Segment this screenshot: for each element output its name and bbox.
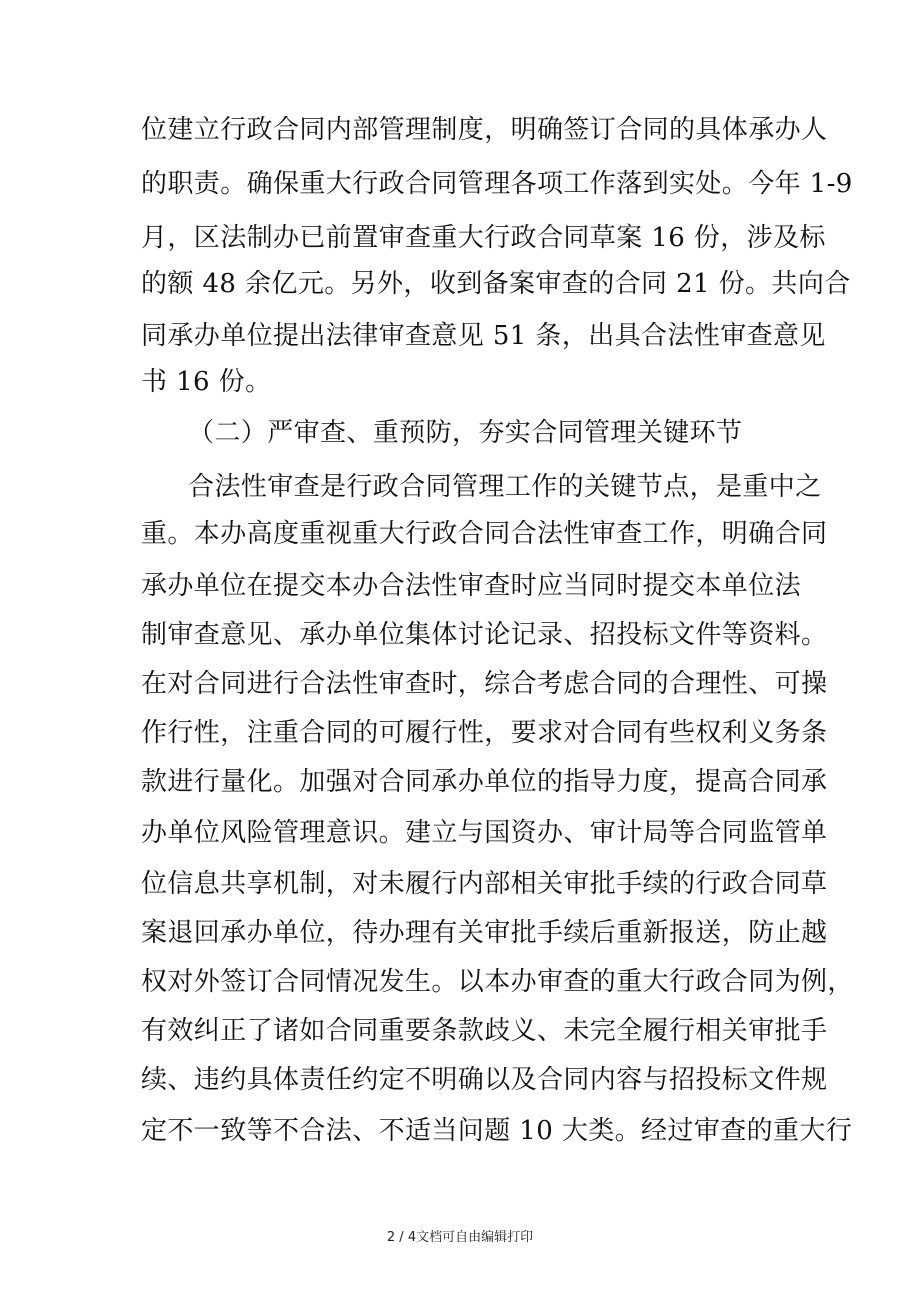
text-line: 制审查意见、承办单位集体讨论记录、招投标文件等资料。 [141, 620, 828, 650]
text-line: 办单位风险管理意识。建立与国资办、审计局等合同监管单 [141, 818, 828, 848]
page-footer: 2 / 4文档可自由编辑打印 [386, 1230, 534, 1245]
text-line: 在对合同进行合法性审查时，综合考虑合同的合理性、可操 [141, 669, 828, 699]
text-line: 续、违约具体责任约定不明确以及合同内容与招投标文件规 [141, 1065, 828, 1095]
text-line: 书 16 份。 [141, 367, 272, 397]
text-line: 案退回承办单位，待办理有关审批手续后重新报送，防止越 [141, 918, 828, 948]
text-line: 合法性审查是行政合同管理工作的关键节点，是重中之 [188, 472, 822, 502]
text-line: 的职责。确保重大行政合同管理各项工作落到实处。今年 1-9 [141, 169, 853, 199]
text-line: 作行性，注重合同的可履行性，要求对合同有些权利义务条 [141, 718, 828, 748]
text-line: 有效纠正了诸如合同重要条款歧义、未完全履行相关审批手 [141, 1016, 828, 1046]
text-line: 月，区法制办已前置审查重大行政合同草案 16 份，涉及标 [141, 223, 826, 253]
text-line: 的额 48 余亿元。另外，收到备案审查的合同 21 份。共向合 [141, 269, 851, 299]
text-line: 定不一致等不合法、不适当问题 10 大类。经过审查的重大行 [141, 1116, 853, 1146]
text-line: 款进行量化。加强对合同承办单位的指导力度，提高合同承 [141, 767, 828, 797]
text-line: 权对外签订合同情况发生。以本办审查的重大行政合同为例， [141, 967, 854, 997]
text-line: 位建立行政合同内部管理制度，明确签订合同的具体承办人 [141, 115, 828, 145]
text-line: 同承办单位提出法律审查意见 51 条，出具合法性审查意见 [141, 321, 826, 351]
section-heading: （二）严审查、重预防，夯实合同管理关键环节 [188, 418, 743, 448]
text-line: 重。本办高度重视重大行政合同合法性审查工作，明确合同 [141, 519, 828, 549]
text-line: 承办单位在提交本办合法性审查时应当同时提交本单位法 [141, 571, 802, 601]
text-line: 位信息共享机制，对未履行内部相关审批手续的行政合同草 [141, 869, 828, 899]
